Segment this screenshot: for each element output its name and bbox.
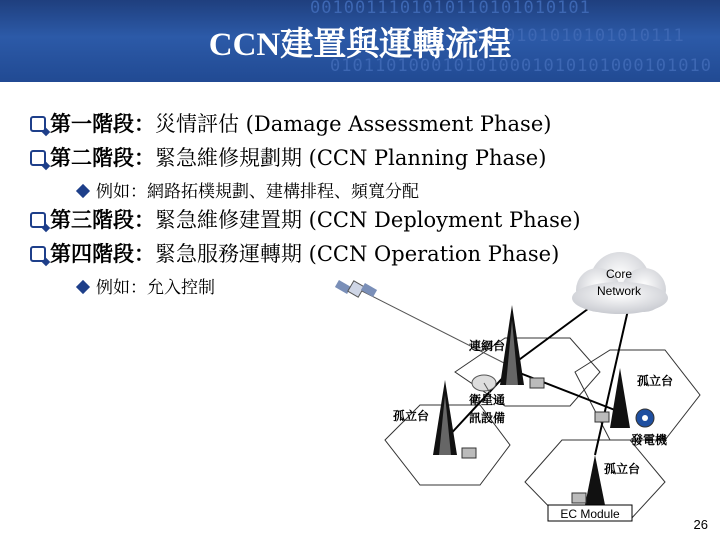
stage-separator: ： bbox=[134, 241, 155, 266]
isolated-tower-bottom-icon bbox=[585, 455, 605, 505]
stage-label: 第四階段 bbox=[50, 241, 134, 266]
example-text: 例如：允入控制 bbox=[96, 278, 215, 298]
equipment-box-right bbox=[595, 412, 609, 422]
binary-pattern-3: 0101101000101010001010101000101010 bbox=[330, 56, 712, 76]
satellite-equipment-label-1: 衛星通 bbox=[468, 393, 506, 407]
binary-pattern-1: 0010011101010110101010101 bbox=[310, 0, 591, 18]
stage-separator: ： bbox=[134, 207, 155, 232]
page-number: 26 bbox=[693, 517, 708, 532]
link-gateway-to-core bbox=[512, 300, 600, 365]
satellite-equipment-label-2: 訊設備 bbox=[468, 411, 506, 425]
core-network-cloud bbox=[572, 252, 668, 314]
satellite-icon bbox=[335, 280, 377, 297]
cell-hexagon-right bbox=[575, 350, 700, 440]
ec-module-label: EC Module bbox=[560, 507, 620, 521]
equipment-box-gateway bbox=[530, 378, 544, 388]
slide-title: CCN建置與運轉流程 bbox=[208, 27, 512, 63]
stage-label: 第二階段 bbox=[50, 145, 134, 170]
stage-separator: ： bbox=[134, 111, 155, 136]
stage-label: 第三階段 bbox=[50, 207, 134, 232]
isolated-station-left-label: 孤立台 bbox=[392, 409, 430, 423]
generator-label: 發電機 bbox=[630, 433, 668, 447]
example-text: 例如：網路拓樸規劃、建構排程、頻寬分配 bbox=[96, 182, 419, 202]
link-core-to-isolated bbox=[595, 310, 628, 455]
stage-description: 緊急維修建置期 (CCN Deployment Phase) bbox=[155, 208, 581, 232]
stage-label: 第一階段 bbox=[50, 111, 134, 136]
link-satellite-to-gateway bbox=[360, 290, 508, 365]
gateway-station-label: 連網台 bbox=[468, 339, 506, 353]
stage-description: 緊急維修規劃期 (CCN Planning Phase) bbox=[155, 146, 547, 170]
generator-icon bbox=[636, 409, 654, 427]
stage-description: 災情評估 (Damage Assessment Phase) bbox=[155, 112, 552, 136]
isolated-station-bottom-label: 孤立台 bbox=[603, 462, 641, 476]
stage-separator: ： bbox=[134, 145, 155, 170]
core-network-label-2: Network bbox=[596, 284, 642, 298]
core-network-label-1: Core bbox=[605, 267, 633, 281]
equipment-box-bottom bbox=[572, 493, 586, 503]
stage-description: 緊急服務運轉期 (CCN Operation Phase) bbox=[155, 242, 560, 266]
isolated-tower-left-icon bbox=[433, 380, 457, 455]
isolated-station-right-label: 孤立台 bbox=[636, 374, 674, 388]
binary-pattern-2: 01010101010101010111 bbox=[460, 26, 685, 46]
equipment-box-left bbox=[462, 448, 476, 458]
